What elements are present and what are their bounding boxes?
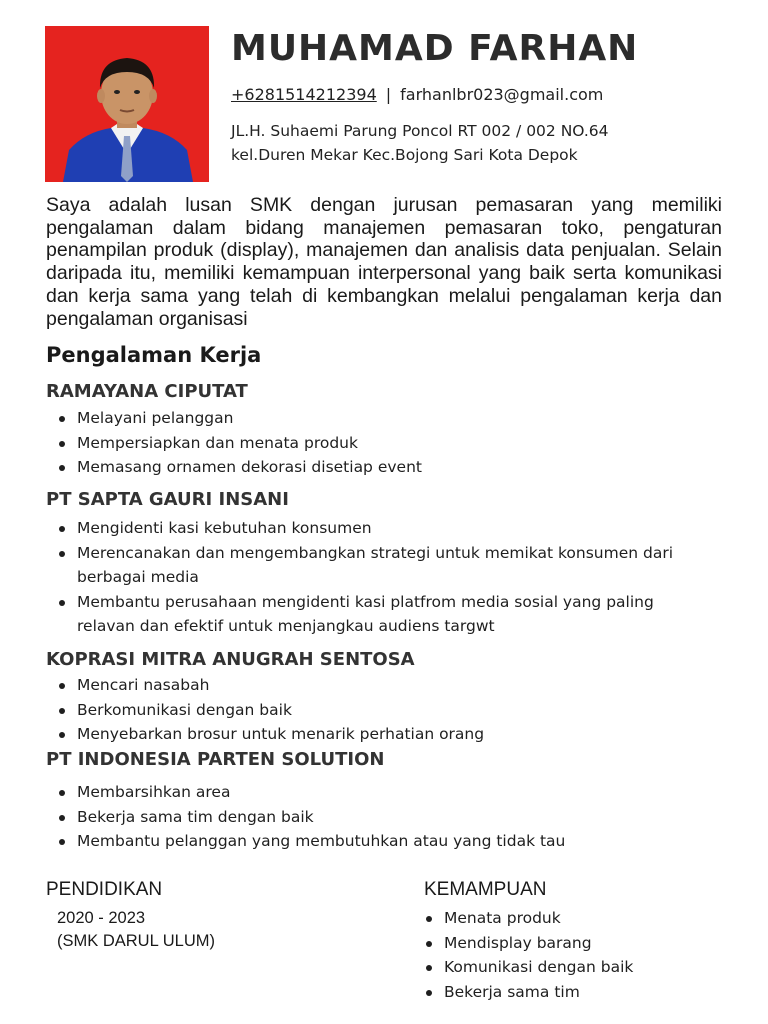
profile-summary: Saya adalah lusan SMK dengan jurusan pemasaran yang memiliki pengalaman dalam bidang manajemen pemasaran toko, pengaturan penampilan produk (display), manajemen dan analisis data penjualan. Selain daripada itu, memiliki kemampuan interpersonal yang baik serta komunikasi dan kerja sama yang telah di kembangkan melalui pengalaman kerja dan pengalaman organisasi	[46, 194, 722, 330]
duty-item: Berkomunikasi dengan baik	[58, 698, 698, 723]
job-company: KOPRASI MITRA ANUGRAH SENTOSA	[46, 649, 415, 670]
duty-item: Menyebarkan brosur untuk menarik perhatian orang	[58, 722, 698, 747]
skill-item: Menata produk	[425, 906, 745, 931]
duty-item: Memasang ornamen dekorasi disetiap event	[58, 455, 698, 480]
address-line-2: kel.Duren Mekar Kec.Bojong Sari Kota Depok	[231, 146, 578, 164]
person-portrait-icon	[45, 26, 209, 182]
profile-photo	[45, 26, 209, 182]
job-duties-list	[58, 780, 698, 854]
job-duties-list	[58, 516, 694, 639]
skills-heading: KEMAMPUAN	[424, 879, 547, 900]
education-heading: PENDIDIKAN	[46, 879, 163, 900]
candidate-name: MUHAMAD FARHAN	[231, 28, 639, 69]
duty-item: Merencanakan dan mengembangkan strategi untuk memikat konsumen dari berbagai media	[58, 541, 694, 590]
contact-line	[231, 85, 603, 104]
job-duties-list	[58, 406, 698, 480]
job-company: PT SAPTA GAURI INSANI	[46, 489, 289, 510]
skills-list	[425, 906, 745, 1004]
duty-item: Membantu perusahaan mengidenti kasi platfrom media sosial yang paling relavan dan efektif untuk menjangkau audiens targwt	[58, 590, 694, 639]
job-company: RAMAYANA CIPUTAT	[46, 381, 248, 402]
skill-item: Mendisplay barang	[425, 931, 745, 956]
duty-item: Membantu pelanggan yang membutuhkan atau yang tidak tau	[58, 829, 698, 854]
experience-heading: Pengalaman Kerja	[46, 343, 262, 367]
skill-item: Komunikasi dengan baik	[425, 955, 745, 980]
education-years: 2020 - 2023	[57, 909, 146, 927]
email-address[interactable]: farhanlbr023@gmail.com	[400, 85, 604, 104]
education-school: (SMK DARUL ULUM)	[57, 932, 215, 950]
duty-item: Bekerja sama tim dengan baik	[58, 805, 698, 830]
address-block	[231, 119, 609, 167]
job-duties-list	[58, 673, 698, 747]
duty-item: Mencari nasabah	[58, 673, 698, 698]
duty-item: Mengidenti kasi kebutuhan konsumen	[58, 516, 694, 541]
phone-number[interactable]: +6281514212394	[231, 85, 377, 104]
skill-item: Bekerja sama tim	[425, 980, 745, 1005]
job-company: PT INDONESIA PARTEN SOLUTION	[46, 749, 385, 770]
address-line-1: JL.H. Suhaemi Parung Poncol RT 002 / 002 NO.64	[231, 122, 609, 140]
contact-separator: |	[385, 85, 392, 104]
duty-item: Membarsihkan area	[58, 780, 698, 805]
duty-item: Melayani pelanggan	[58, 406, 698, 431]
duty-item: Mempersiapkan dan menata produk	[58, 431, 698, 456]
